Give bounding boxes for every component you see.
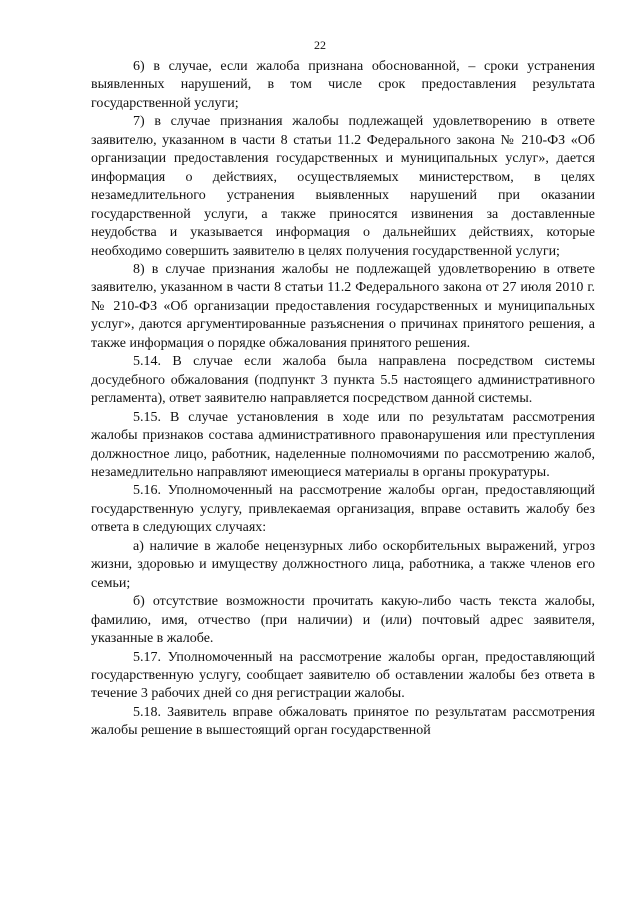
paragraph-5-16: 5.16. Уполномоченный на рассмотрение жалобы орган, предоставляющий государственную услугу, привлекаемая организация, вправе оставить жалобу без ответа в следующих случаях: <box>91 483 595 536</box>
paragraph-item-7: 7) в случае признания жалобы подлежащей удовлетворению в ответе заявителю, указанном в части 8 статьи 11.2 Федерального закона № 210-ФЗ «Об организации предоставления государственных и муниципальных услуг», дается информация о действиях, осуществляемых министерством, в целях незамедлительного устранения выявленных нарушений при оказании государственной услуги, а также приносятся извинения за доставленные неудобства и указывается информация о дальнейших действиях, которые необходимо совершить заявителю в целях получения государственной услуги; <box>91 114 595 259</box>
page-number: 22 <box>314 38 326 52</box>
paragraph-5-15: 5.15. В случае установления в ходе или по результатам рассмотрения жалобы признаков состава административного правонарушения или преступления должностное лицо, работник, наделенные полномочиями по рассмотрению жалоб, незамедлительно направляют имеющиеся материалы в органы прокуратуры. <box>91 409 595 480</box>
paragraph-item-6: 6) в случае, если жалоба признана обоснованной, – сроки устранения выявленных нарушений, в том числе срок предоставления результата государственной услуги; <box>91 59 595 111</box>
paragraph-5-14: 5.14. В случае если жалоба была направлена посредством системы досудебного обжалования (подпункт 3 пункта 5.5 настоящего административного регламента), ответ заявителю направляется посредством данной системы. <box>91 354 595 407</box>
paragraph-item-8: 8) в случае признания жалобы не подлежащей удовлетворению в ответе заявителю, указанном в части 8 статьи 11.2 Федерального закона от 27 июля 2010 г. № 210-ФЗ «Об организации предоставления государственных и муниципальных услуг», даются аргументированные разъяснения о причинах принятого решения, а также информация о порядке обжалования принятого решения. <box>91 261 595 351</box>
document-body <box>91 58 595 741</box>
paragraph-5-17: 5.17. Уполномоченный на рассмотрение жалобы орган, предоставляющий государственную услугу, сообщает заявителю об оставлении жалобы без ответа в течение 3 рабочих дней со дня регистрации жалобы. <box>91 649 595 702</box>
paragraph-item-a: а) наличие в жалобе нецензурных либо оскорбительных выражений, угроз жизни, здоровью и имуществу должностного лица, работника, а также членов его семьи; <box>91 538 595 591</box>
paragraph-item-b: б) отсутствие возможности прочитать какую-либо часть текста жалобы, фамилию, имя, отчество (при наличии) и (или) почтовый адрес заявителя, указанные в жалобе. <box>91 594 595 647</box>
paragraph-5-18: 5.18. Заявитель вправе обжаловать принятое по результатам рассмотрения жалобы решение в вышестоящий орган государственной <box>91 704 595 739</box>
